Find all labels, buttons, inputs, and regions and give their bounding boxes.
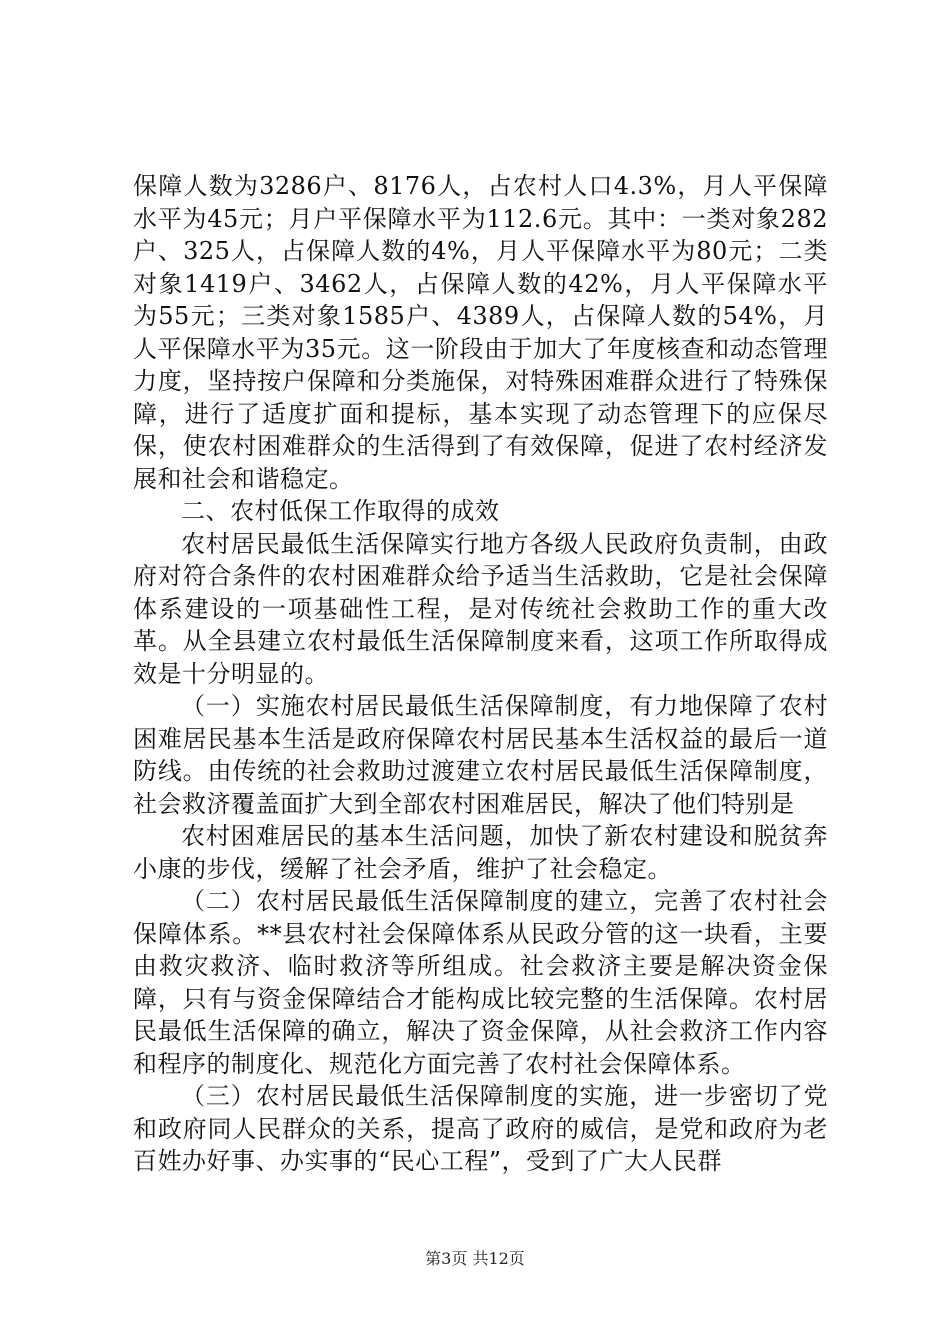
- paragraph-point-1: （一）实施农村居民最低生活保障制度，有力地保障了农村困难居民基本生活是政府保障农村居民基本生活权益的最后一道防线。由传统的社会救助过渡建立农村居民最低生活保障制度，社会救济覆盖面扩大到全部农村困难居民，解决了他们特别是: [133, 692, 828, 818]
- paragraph-intro: 农村居民最低生活保障实行地方各级人民政府负责制，由政府对符合条件的农村困难群众给予适当生活救助，它是社会保障体系建设的一项基础性工程，是对传统社会救助工作的重大改革。从全县建立农村最低生活保障制度来看，这项工作所取得成效是十分明显的。: [133, 529, 828, 688]
- paragraph-point-3: （三）农村居民最低生活保障制度的实施，进一步密切了党和政府同人民群众的关系，提高了政府的威信，是党和政府为老百姓办好事、办实事的“民心工程”，受到了广大人民群: [133, 1082, 828, 1175]
- page-number: 第3页 共12页: [425, 1249, 525, 1268]
- document-body: [133, 170, 828, 1178]
- paragraph-point-1-continued: 农村困难居民的基本生活问题，加快了新农村建设和脱贫奔小康的步伐，缓解了社会矛盾，维护了社会稳定。: [133, 822, 828, 883]
- paragraph-statistics: 保障人数为3286户、8176人，占农村人口4.3%，月人平保障水平为45元；月户平保障水平为112.6元。其中：一类对象282户、325人，占保障人数的4%，月人平保障水平为80元；二类对象1419户、3462人，占保障人数的42%，月人平保障水平为55元；三类对象1585户、4389人，占保障人数的54%，月人平保障水平为35元。这一阶段由于加大了年度核查和动态管理力度，坚持按户保障和分类施保，对特殊困难群众进行了特殊保障，进行了适度扩面和提标，基本实现了动态管理下的应保尽保，使农村困难群众的生活得到了有效保障，促进了农村经济发展和社会和谐稳定。: [133, 172, 828, 493]
- section-heading: 二、农村低保工作取得的成效: [181, 497, 500, 525]
- paragraph-point-2: （二）农村居民最低生活保障制度的建立，完善了农村社会保障体系。**县农村社会保障体系从民政分管的这一块看，主要由救灾救济、临时救济等所组成。社会救济主要是解决资金保障，只有与资金保障结合才能构成比较完整的生活保障。农村居民最低生活保障的确立，解决了资金保障，从社会救济工作内容和程序的制度化、规范化方面完善了农村社会保障体系。: [133, 887, 828, 1078]
